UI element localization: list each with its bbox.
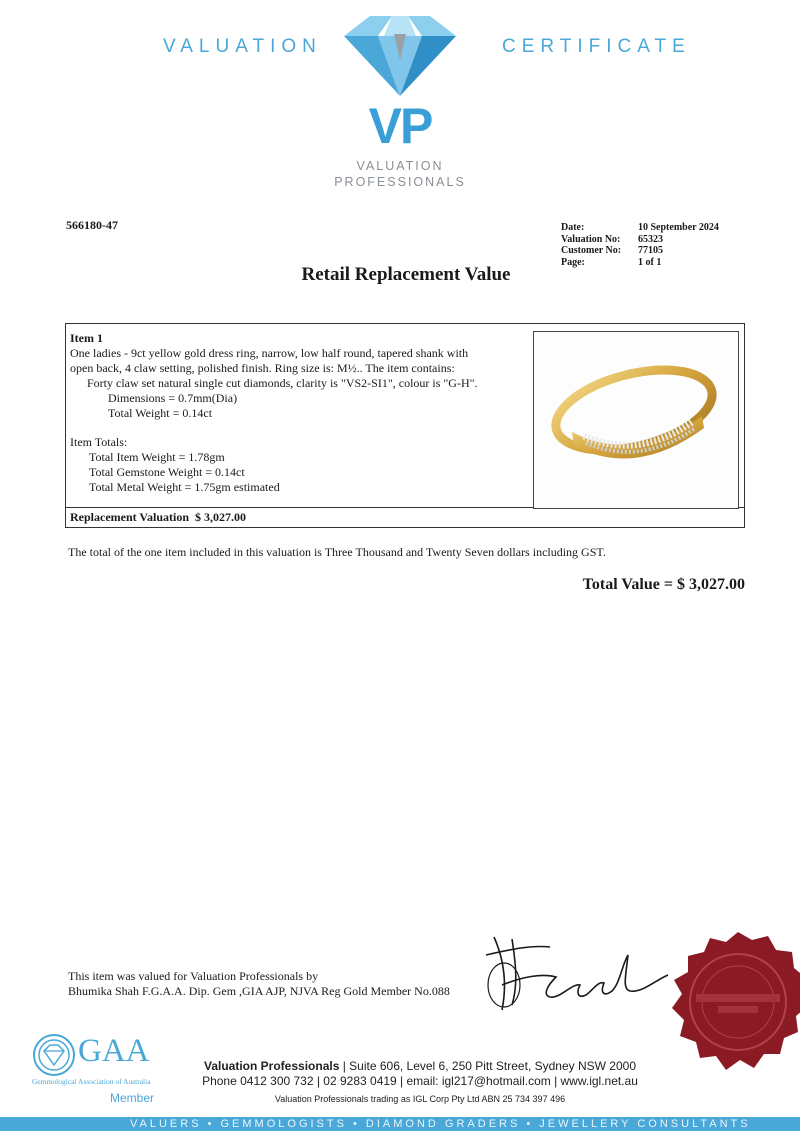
gaa-emblem-icon [32,1033,76,1077]
item-gem-dimensions: Dimensions = 0.7mm(Dia) [108,391,238,405]
item-total-gem-weight: Total Gemstone Weight = 0.14ct [89,465,245,479]
replacement-valuation-value: $ 3,027.00 [195,510,247,524]
item-desc-line: open back, 4 claw setting, polished finish. Ring size is: M½.. The item contains: [70,361,455,375]
header-certificate-word: CERTIFICATE [502,36,691,57]
logo-line-valuation: VALUATION [356,159,444,173]
footer-company: Valuation Professionals [204,1059,340,1073]
meta-row-page: Page: 1 of 1 [561,256,662,268]
item-total-metal-weight: Total Metal Weight = 1.75gm estimated [89,480,280,494]
summary-text: The total of the one item included in this valuation is Three Thousand and Twenty Seven dollars including GST. [68,545,606,559]
item-heading: Item 1 [70,331,103,345]
footer-contact: Phone 0412 300 732 | 02 9283 0419 | email: igl217@hotmail.com | www.igl.net.au [202,1074,638,1088]
signature-icon [472,925,672,1020]
footer-bar [0,1117,800,1131]
footer-address-text: | Suite 606, Level 6, 250 Pitt Street, Sydney NSW 2000 [339,1059,636,1073]
valuer-line-2: Bhumika Shah F.G.A.A. Dip. Gem ,GIA AJP, NJVA Reg Gold Member No.088 [68,984,450,998]
item-gem-weight: Total Weight = 0.14ct [108,406,213,420]
header-valuation-word: VALUATION [163,36,322,57]
gaa-acronym: GAA [78,1033,150,1069]
meta-block [561,222,719,268]
gaa-member-label: Member [110,1091,155,1105]
logo-initials: VP [368,98,432,154]
diamond-logo-icon [340,14,460,100]
replacement-valuation [70,510,246,525]
wax-seal-icon [668,930,800,1080]
meta-row-customer-no: Customer No: 77105 [561,245,663,256]
total-value: Total Value = $ 3,027.00 [582,576,745,593]
item-desc-line: One ladies - 9ct yellow gold dress ring, narrow, low half round, tapered shank with [70,346,469,360]
meta-row-valuation-no: Valuation No: 65323 [561,233,663,245]
item-photo [533,331,739,509]
reference-number: 566180-47 [66,218,118,232]
replacement-valuation-label: Replacement Valuation [70,510,190,524]
document-title: Retail Replacement Value [301,264,511,285]
gaa-full-name: Gemmological Association of Australia [32,1077,151,1086]
item-totals-heading: Item Totals: [70,435,128,449]
meta-row-date: Date: 10 September 2024 [561,222,719,233]
item-text [70,331,530,495]
footer-trading: Valuation Professionals trading as IGL Corp Pty Ltd ABN 25 734 397 496 [274,1094,566,1104]
item-gem-line: Forty claw set natural single cut diamonds, clarity is "VS2-SI1", colour is "G-H". [87,376,478,390]
logo-line-professionals: PROFESSIONALS [334,175,466,189]
item-total-item-weight: Total Item Weight = 1.78gm [89,450,225,464]
valuer-line-1: This item was valued for Valuation Professionals by [68,969,319,983]
ring-image-icon [534,332,738,508]
footer-bar-text: VALUERS • GEMMOLOGISTS • DIAMOND GRADERS • JEWELLERY CONSULTANTS [130,1118,751,1130]
footer-address [140,1059,700,1073]
